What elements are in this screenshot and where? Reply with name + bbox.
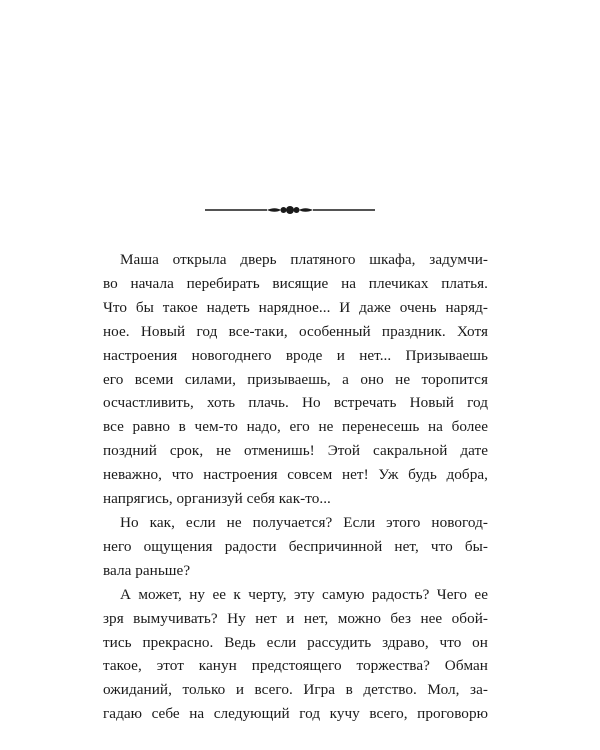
text-line: неважно, что настроения совсем нет! Уж будь добра, bbox=[103, 466, 488, 484]
text-line: поздний срок, не отменишь! Этой сакральной дате bbox=[103, 442, 488, 460]
text-line: настроения новогоднего вроде и нет... Призываешь bbox=[103, 346, 488, 364]
body-text bbox=[103, 248, 488, 726]
text-line: зря вымучивать? Ну нет и нет, можно без нее обой- bbox=[103, 609, 488, 627]
text-line: Что бы такое надеть нарядное... И даже очень наряд- bbox=[103, 298, 488, 316]
text-line: во начала перебирать висящие на плечиках платья. bbox=[103, 274, 488, 292]
text-line: него ощущения радости беспричинной нет, что бы- bbox=[103, 537, 488, 555]
text-line: Но как, если не получается? Если этого новогод- bbox=[120, 513, 488, 531]
text-line: ное. Новый год все-таки, особенный праздник. Хотя bbox=[103, 322, 488, 340]
text-line: такое, этот канун предстоящего торжества? Обман bbox=[103, 657, 488, 675]
text-line: его всеми силами, призываешь, а оно не торопится bbox=[103, 370, 488, 388]
text-line: тись прекрасно. Ведь если рассудить здраво, что он bbox=[103, 633, 488, 651]
ornament-divider-icon bbox=[205, 202, 375, 218]
text-line: все равно в чем-то надо, его не перенесешь на более bbox=[103, 418, 488, 436]
section-ornament bbox=[205, 202, 375, 218]
text-line: вала раньше? bbox=[103, 561, 191, 579]
text-line: ожиданий, только и всего. Игра в детство. Мол, за- bbox=[103, 681, 488, 699]
text-line: напрягись, организуй себя как-то... bbox=[103, 490, 331, 508]
text-line: Маша открыла дверь платяного шкафа, задумчи- bbox=[120, 251, 488, 268]
text-line: А может, ну ее к черту, эту самую радость? Чего ее bbox=[120, 585, 488, 603]
text-line: гадаю себе на следующий год кучу всего, проговорю bbox=[103, 705, 488, 723]
text-line: осчастливить, хоть плачь. Но встречать Новый год bbox=[103, 394, 488, 412]
